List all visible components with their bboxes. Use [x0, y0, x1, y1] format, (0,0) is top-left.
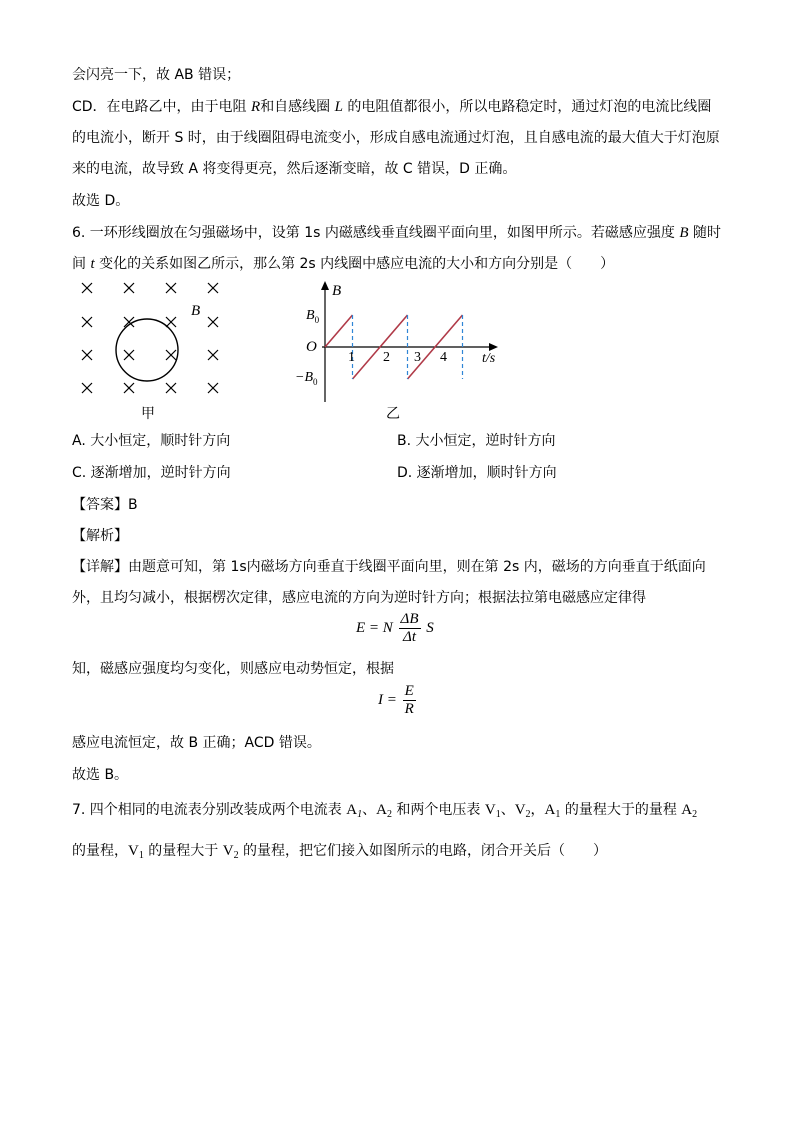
- cross-mark: [166, 350, 176, 360]
- figure-caption-yi: 乙: [386, 406, 400, 422]
- question-7-line-1: [72, 801, 697, 824]
- x-tick-labels: [348, 350, 447, 365]
- formula-faraday: [356, 611, 434, 646]
- text-fragment: 的量程，把它们接入如图所示的电路，闭合开关后（ ）: [238, 843, 608, 859]
- symbol-L: L: [334, 99, 343, 115]
- option-c[interactable]: C. 逐渐增加，逆时针方向: [72, 465, 231, 481]
- x-tick-label: 4: [440, 350, 447, 365]
- text-fragment: 变化的关系如图乙所示，那么第 2s 内线圈中感应电流的大小和方向分别是（ ）: [94, 256, 615, 272]
- text-fragment: 的量程，: [72, 843, 128, 859]
- origin-label: O: [306, 339, 317, 355]
- symbol-V1: $V_1$: [484, 802, 501, 820]
- x-tick-label: 2: [383, 350, 390, 365]
- option-a[interactable]: A. 大小恒定，顺时针方向: [72, 433, 231, 449]
- formula-lhs: I =: [378, 691, 397, 708]
- text-fragment: 、: [500, 802, 515, 818]
- question-6-figure: [70, 278, 510, 424]
- denominator: R: [404, 701, 414, 717]
- text-fragment: 间: [72, 256, 91, 272]
- text-fragment: 随时: [688, 225, 721, 241]
- answer-label: 【答案】: [72, 497, 128, 513]
- symbol-R: R: [251, 99, 261, 115]
- symbol-A2: $A_2$: [376, 802, 392, 820]
- tick-neg-B0: $-B_0$: [295, 370, 318, 387]
- figure-caption-jia: 甲: [141, 406, 155, 422]
- cross-mark: [166, 383, 176, 393]
- cross-mark: [208, 283, 218, 293]
- symbol-t: t: [90, 256, 95, 272]
- answer-line: [72, 496, 138, 514]
- cross-mark: [124, 283, 134, 293]
- detail-line-3: 知，磁感应强度均匀变化，则感应电动势恒定，根据: [72, 661, 394, 677]
- cross-mark: [82, 317, 92, 327]
- text-fragment: ，: [530, 802, 545, 818]
- detail-line-5: 故选 B。: [72, 767, 129, 783]
- text-fragment: 和自感线圈: [260, 99, 335, 115]
- x-tick-label: 1: [348, 350, 355, 365]
- question-6-line-2: [72, 255, 614, 273]
- formula-lhs: E = N: [356, 619, 393, 636]
- option-d[interactable]: D. 逐渐增加，顺时针方向: [397, 465, 557, 481]
- text-fragment: 的量程大于的量程: [560, 802, 682, 818]
- symbol-A1: $A_1$: [346, 802, 363, 820]
- cross-mark: [82, 350, 92, 360]
- text-fragment: CD．在电路乙中，由于电阻: [72, 99, 252, 115]
- symbol-A2: $A_2$: [681, 802, 698, 820]
- cross-mark: [166, 317, 176, 327]
- text-line-1: 会闪亮一下，故 AB 错误；: [72, 67, 241, 83]
- symbol-V2: $V_2$: [514, 802, 531, 820]
- x-axis-label: t/s: [482, 351, 496, 366]
- text-fragment: 6. 一环形线圈放在匀强磁场中，设第 1s 内磁感线垂直线圈平面向里，如图甲所示。若磁感应强度: [72, 225, 680, 241]
- x-axis-arrow: [489, 343, 498, 351]
- formula-ohm: [378, 683, 418, 718]
- y-axis-label: B: [332, 283, 342, 299]
- numerator: ΔB: [400, 611, 419, 627]
- field-crosses: [82, 283, 218, 393]
- text-line-2: [72, 98, 711, 116]
- cross-mark: [166, 283, 176, 293]
- coil-circle: [116, 319, 178, 381]
- ramp-segment: [325, 315, 353, 347]
- text-line-3: 的电流小，断开 S 时，由于线圈阻碍电流变小，形成自感电流通过灯泡，且自感电流的最大值大于灯泡原: [72, 130, 720, 146]
- fraction: [399, 611, 421, 646]
- cross-mark: [124, 383, 134, 393]
- text-fragment: 的量程大于: [143, 843, 223, 859]
- detail-line-2: 外，且均匀减小，根据楞次定律，感应电流的方向为逆时针方向；根据法拉第电磁感应定律得: [72, 590, 646, 606]
- x-tick-label: 3: [414, 350, 421, 365]
- analysis-label: 【解析】: [72, 528, 128, 544]
- b-t-graph: [295, 281, 498, 402]
- fraction: [403, 683, 416, 718]
- detail-line-4: 感应电流恒定，故 B 正确；ACD 错误。: [72, 735, 321, 751]
- cross-mark: [208, 383, 218, 393]
- answer-value: B: [128, 497, 138, 513]
- cross-mark: [208, 317, 218, 327]
- question-6-line-1: [72, 224, 721, 242]
- symbol-V1: $V_1$: [128, 843, 144, 861]
- text-fragment: 7. 四个相同的电流表分别改装成两个电流表: [72, 802, 347, 818]
- text-fragment: 由题意可知，第 1s内磁场方向垂直于线圈平面向里，则在第 2s 内，磁场的方向垂直于纸面向: [128, 559, 706, 575]
- cross-mark: [124, 350, 134, 360]
- detail-line-1: [72, 558, 706, 576]
- cross-mark: [82, 383, 92, 393]
- text-fragment: 的电阻值都很小，所以电路稳定时，通过灯泡的电流比线圈: [342, 99, 712, 115]
- detail-label: 【详解】: [72, 559, 128, 575]
- symbol-A1: $A_1$: [544, 802, 561, 820]
- tick-B0: $B_0$: [306, 308, 320, 325]
- numerator: E: [404, 683, 414, 699]
- symbol-V2: $V_2$: [222, 843, 239, 861]
- cross-mark: [82, 283, 92, 293]
- formula-rhs: S: [426, 619, 434, 636]
- symbol-B: B: [679, 225, 689, 241]
- text-line-5: 故选 D。: [72, 193, 130, 209]
- option-b[interactable]: B. 大小恒定，逆时针方向: [397, 433, 556, 449]
- field-label-B: B: [191, 303, 201, 319]
- text-fragment: 和两个电压表: [391, 802, 485, 818]
- y-axis-arrow: [321, 281, 329, 290]
- denominator: Δt: [403, 629, 417, 645]
- question-7-line-2: [72, 842, 607, 865]
- text-fragment: 、: [362, 802, 377, 818]
- cross-mark: [208, 350, 218, 360]
- text-line-4: 来的电流，故导致 A 将变得更亮，然后逐渐变暗，故 C 错误，D 正确。: [72, 161, 517, 177]
